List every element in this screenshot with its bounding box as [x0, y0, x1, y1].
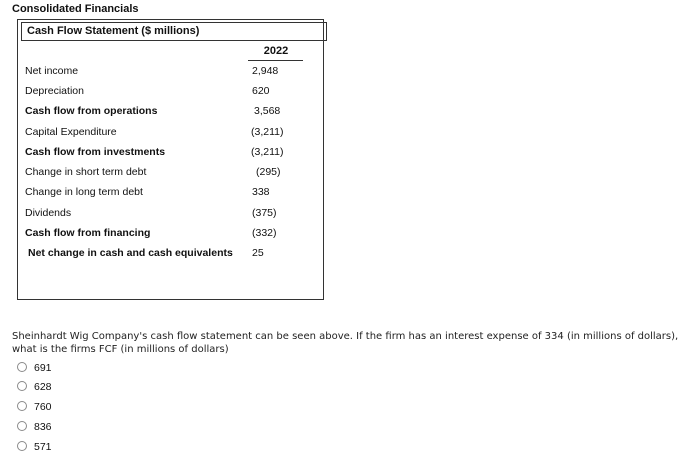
option-label: 571: [34, 441, 52, 453]
row-label: Cash flow from investments: [25, 146, 166, 158]
row-value: (375): [252, 207, 277, 219]
table-row: [25, 103, 315, 119]
table-row: [25, 205, 315, 221]
row-value: 25: [252, 247, 264, 259]
radio-button[interactable]: [17, 441, 27, 451]
row-label: Change in short term debt: [25, 166, 147, 178]
table-row: [28, 245, 318, 261]
row-value: 620: [252, 85, 270, 97]
radio-button[interactable]: [17, 401, 27, 411]
cash-flow-table: [17, 19, 324, 300]
table-row: [25, 184, 315, 200]
row-value: (295): [256, 166, 281, 178]
table-row: [25, 124, 315, 140]
row-label: Cash flow from financing: [25, 227, 151, 239]
radio-button[interactable]: [17, 421, 27, 431]
year-underline: [248, 60, 303, 61]
table-row: [25, 63, 315, 79]
row-label: Cash flow from operations: [25, 105, 158, 117]
row-label: Change in long term debt: [25, 186, 143, 198]
table-row: [25, 83, 315, 99]
radio-button[interactable]: [17, 381, 27, 391]
row-label: Net income: [25, 65, 79, 77]
option-label: 691: [34, 362, 52, 374]
row-label: Depreciation: [25, 85, 84, 97]
row-value: 338: [252, 186, 270, 198]
row-label: Capital Expenditure: [25, 126, 117, 138]
row-value: (3,211): [251, 146, 284, 158]
question-text: Sheinhardt Wig Company's cash flow statement can be seen above. If the firm has an interest expense of 334 (in millions of dollars), what is the firms FCF (in millions of dollars): [12, 331, 679, 355]
table-header: Cash Flow Statement ($ millions): [21, 22, 327, 41]
year-column-header: 2022: [263, 45, 289, 57]
table-row: [25, 225, 315, 241]
row-value: 3,568: [254, 105, 281, 117]
row-label: Dividends: [25, 207, 72, 219]
row-value: (332): [252, 227, 277, 239]
row-value: 2,948: [252, 65, 279, 77]
option-label: 628: [34, 381, 52, 393]
option-label: 836: [34, 421, 52, 433]
table-row: [25, 164, 315, 180]
table-row: [25, 144, 315, 160]
option-label: 760: [34, 401, 52, 413]
radio-button[interactable]: [17, 362, 27, 372]
section-title: Consolidated Financials: [12, 3, 139, 15]
row-label: Net change in cash and cash equivalents: [28, 247, 233, 259]
row-value: (3,211): [251, 126, 284, 138]
